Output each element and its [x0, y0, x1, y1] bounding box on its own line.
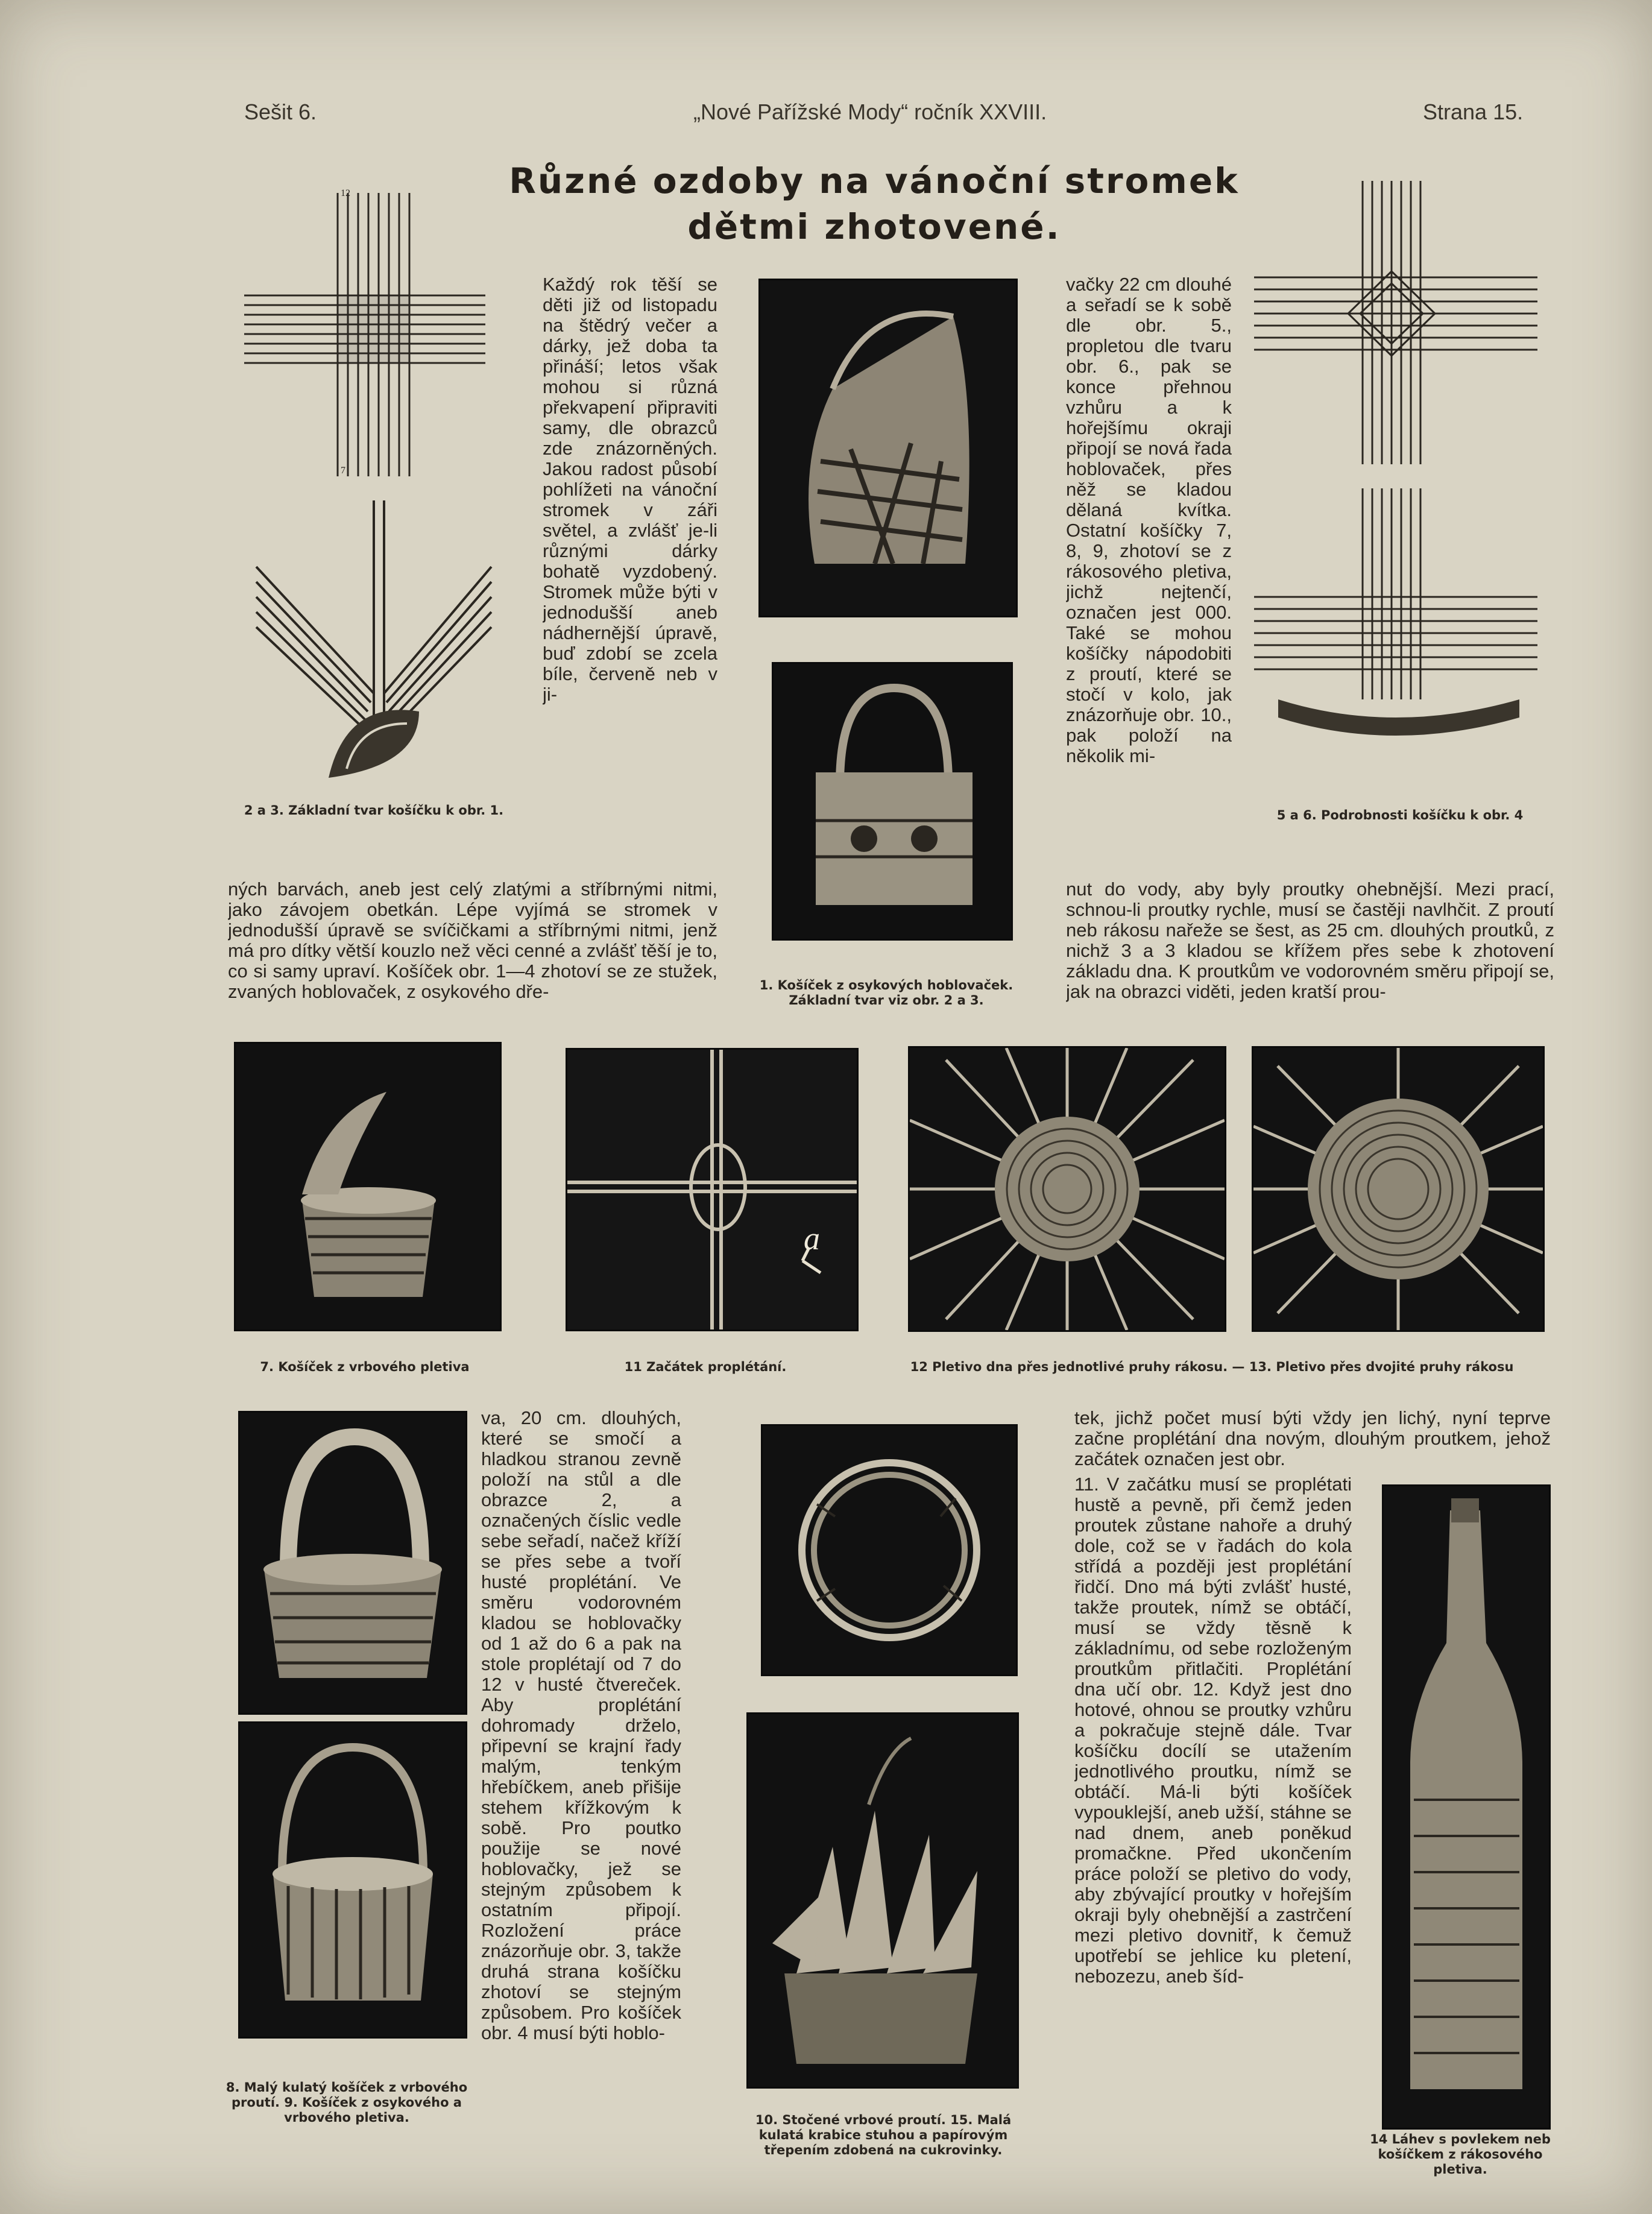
- figure-6-svg: [1254, 482, 1537, 784]
- header-magazine-title: „Nové Pařížské Mody“ ročník XXVIII.: [693, 99, 1047, 124]
- caption-fig12-13: 12 Pletivo dna přes jednotlivé pruhy rákosu. — 13. Pletivo přes dvojité pruhy rákosu: [910, 1360, 1514, 1374]
- photo-fig10: [761, 1424, 1018, 1676]
- text-column-a-continued: [228, 879, 717, 1024]
- photo-fig13: [1252, 1046, 1545, 1332]
- figure-5-svg: [1254, 181, 1537, 464]
- article-title-line2: dětmi zhotovené.: [687, 206, 1061, 247]
- photo-fig13-svg: [1253, 1048, 1543, 1330]
- photo-fig12-svg: [910, 1048, 1225, 1330]
- photo-fig15-svg: [748, 1714, 1017, 2087]
- diagram-label-top: 12: [341, 188, 350, 198]
- photo-fig14-svg: [1384, 1486, 1549, 2128]
- article-title: [422, 158, 1326, 250]
- photo-fig1-bottom: [772, 662, 1013, 941]
- paragraph-col-a: Každý rok těší se děti již od listopadu na štědrý večer a dárky, jež doba ta přináší; letos však mohou si různá překvapení připraviti samy, dle obrazců zde znázorněných. Jakou radost působí pohlížeti na vánoční stromek v záři světel, a zvlášť je-li různými dárky bohatě vyzdobený. Stromek může býti v jednodušší aneb nádhernější úpravě, buď zdobí se zcela bíle, červeně neb v ji-: [543, 274, 717, 705]
- photo-fig15: [746, 1712, 1019, 2089]
- paragraph-col-d-top: tek, jichž počet musí býti vždy jen lichý, nyní teprve začne proplétání dna novým, dlouhým proutkem, jehož začátek označen jest obr.: [1074, 1408, 1551, 1469]
- photo-fig7-svg: [236, 1044, 500, 1329]
- photo-fig1-top: [758, 279, 1018, 617]
- caption-fig11: 11 Začátek proplétání.: [624, 1360, 787, 1374]
- text-column-d: [1074, 1474, 1352, 2177]
- photo-fig10-svg: [763, 1426, 1016, 1674]
- paragraph-col-b: vačky 22 cm dlouhé a seřadí se k sobě dle obr. 5., propletou dle tvaru obr. 6., pak se konce přehnou vzhůru a k hořejšímu okraji připojí se nová řada hoblovaček, přes něž se kladou dělaná kvítka. Ostatní košíčky 7, 8, 9, zhotoví se z rákosového pletiva, jichž nejtenčí, označen jest 000. Také se mohou košíčky nápodobiti z proutí, které se stočí v kolo, jak znázorňuje obr. 10., pak položí na několik mi-: [1066, 274, 1232, 766]
- text-column-b: [1066, 274, 1232, 877]
- text-column-d-top: [1074, 1408, 1551, 1474]
- caption-fig2-3: 2 a 3. Základní tvar košíčku k obr. 1.: [244, 803, 504, 818]
- paragraph-col-c: va, 20 cm. dlouhých, které se smočí a hladkou stranou zevně položí na stůl a dle obrazce 2, a označených číslic vedle sebe seřadí, načež kříží se přes sebe a tvoří husté proplétání. Ve směru vodorovném kladou se hoblovačky od 1 až do 6 a pak na stole proplétají od 7 do 12 v husté čtvereček. Aby proplétání dohromady drželo, připevní se krajní řady malým, tenkým hřebíčkem, aneb přišije stehem křížkovým k sobě. Pro poutko použije se nové hoblovačky, jež se stejným způsobem k ostatním připojí. Rozložení práce znázorňuje obr. 3, takže druhá strana košíčku zhotoví se stejným způsobem. Pro košíček obr. 4 musí býti hoblo-: [481, 1408, 681, 2043]
- photo-fig14: [1382, 1484, 1551, 2130]
- figure-6-diagram: [1254, 482, 1537, 784]
- figure-5-diagram: [1254, 181, 1537, 464]
- text-column-a: [543, 274, 717, 877]
- figure-2-diagram: [238, 187, 491, 482]
- text-column-c: [481, 1408, 681, 2174]
- caption-fig5-6: 5 a 6. Podrobnosti košíčku k obr. 4: [1276, 808, 1524, 822]
- photo-fig11: [566, 1048, 859, 1331]
- photo-fig12: [908, 1046, 1226, 1332]
- figure-2-svg: [238, 187, 491, 482]
- figure-3-svg: [238, 494, 497, 790]
- photo-fig11-svg: [567, 1050, 857, 1329]
- caption-fig8-9: 8. Malý kulatý košíček z vrbového proutí. 9. Košíček z osykového a vrbového pletiva.: [225, 2080, 468, 2125]
- caption-fig14: 14 Láhev s povlekem neb košíčkem z rákosového pletiva.: [1370, 2132, 1551, 2177]
- text-column-b-continued: [1066, 879, 1554, 1024]
- article-title-line1: Různé ozdoby na vánoční stromek: [509, 160, 1240, 201]
- header-page-number: Strana 15.: [1423, 99, 1524, 124]
- caption-fig7: 7. Košíček z vrbového pletiva: [260, 1360, 470, 1374]
- paragraph-col-a-cont: ných barvách, aneb jest celý zlatými a stříbrnými nitmi, jako závojem obetkán. Lépe vyjímá se stromek v jednodušší úpravě se svíčičkami a stříbrnými nitmi, jenž má pro dítky větší kouzlo než věci cenné a zvlášť těší je to, co si samy upraví. Košíček obr. 1—4 zhotoví se ze stužek, zvaných hoblovaček, z osykového dře-: [228, 879, 717, 1002]
- diagram-label-bottom: 7: [341, 465, 345, 476]
- caption-fig1: 1. Košíček z osykových hoblovaček. Základní tvar viz obr. 2 a 3.: [759, 978, 1014, 1008]
- header-issue: Sešit 6.: [244, 99, 317, 124]
- photo-fig9-svg: [240, 1723, 465, 2037]
- photo-fig7: [234, 1042, 502, 1331]
- paragraph-col-d: 11. V začátku musí se proplétati hustě a pevně, při čemž jeden proutek zůstane nahoře a druhý dole, což se v řadách do kola střídá a později jest proplétání řidčí. Dno má býti zvlášť husté, takže proutek, nímž se obtáčí, musí se vždy těsně k základnímu, od sebe rozloženým proutkům přitlačiti. Proplétání dna učí obr. 12. Když jest dno hotové, ohnou se proutky vzhůru a pokračuje stejně dále. Tvar košíčku docílí se utažením jednotlivého proutku, nímž se obtáčí. Má-li býti košíček vypouklejší, aneb užší, stáhne se nad dnem, aneb poněkud promačkne. Před ukončením práce položí se pletivo do vody, aby zbývající proutky v hořejším okraji byly ohebnější a zastrčení mezi pletivo dovnitř, k čemuž upotřebí se jehlice ku pletení, nebozezu, aneb šíd-: [1074, 1474, 1352, 1987]
- paragraph-col-b-cont: nut do vody, aby byly proutky ohebnější. Mezi prací, schnou-li proutky rychle, musí se častěji navlhčit. Z proutí neb rákosu nařeže se šest, as 25 cm. dlouhých proutků, z nichž 3 a 3 kladou se křížem přes sebe k zhotovení základu dna. K proutkům ve vodorovném směru připojí se, jak na obrazci viděti, jeden kratší prou-: [1066, 879, 1554, 1002]
- caption-fig10-15: 10. Stočené vrbové proutí. 15. Malá kulatá krabice stuhou a papírovým třepením zdobená na cukrovinky.: [755, 2113, 1012, 2157]
- photo-fig1-top-svg: [760, 280, 1016, 616]
- photo-fig9: [238, 1721, 467, 2039]
- photo-fig8: [238, 1411, 467, 1715]
- fig11-label-a: a: [804, 1220, 820, 1257]
- photo-fig8-svg: [240, 1413, 465, 1713]
- photo-fig1-bottom-svg: [774, 664, 1011, 939]
- figure-3-diagram: [238, 494, 497, 790]
